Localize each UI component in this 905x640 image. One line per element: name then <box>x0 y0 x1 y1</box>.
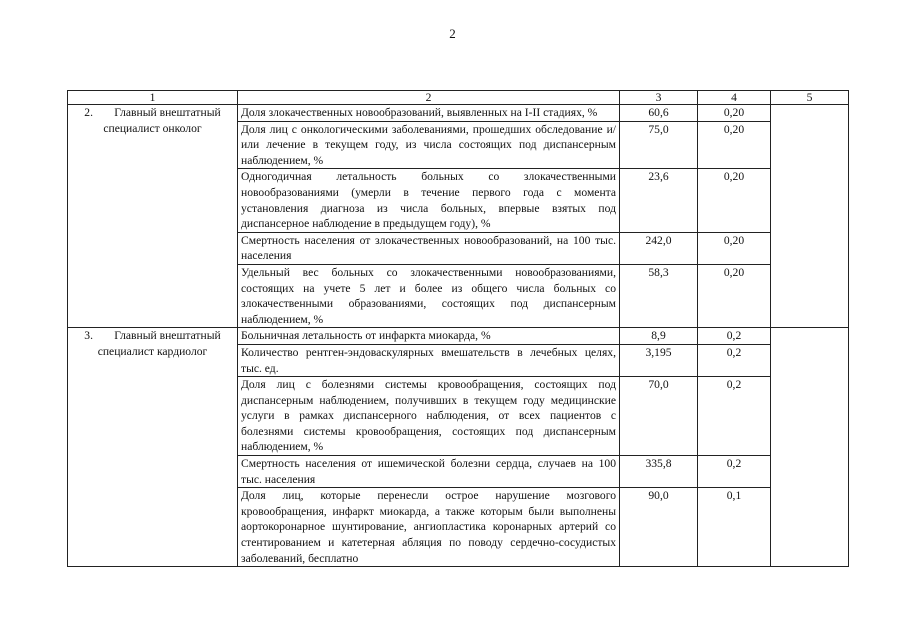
column-header: 3 <box>620 91 698 105</box>
column-5-cell <box>771 105 849 328</box>
indicator-cell: Доля злокачественных новообразований, выявленных на I-II стадиях, % <box>238 105 620 122</box>
indicator-cell: Удельный вес больных со злокачественными новообразованиями, состоящих на учете 5 лет и более из общего числа больных со злокачественными образованиями, состоящих под диспансерным наблюдением, % <box>238 264 620 327</box>
weight-cell: 0,20 <box>698 264 771 327</box>
weight-cell: 0,2 <box>698 456 771 488</box>
indicator-cell: Больничная летальность от инфаркта миокарда, % <box>238 328 620 345</box>
table-body <box>68 105 849 567</box>
column-header: 5 <box>771 91 849 105</box>
target-value-cell: 8,9 <box>620 328 698 345</box>
section-number: 3. <box>84 329 93 343</box>
weight-cell: 0,1 <box>698 488 771 567</box>
indicators-table <box>67 90 849 567</box>
table-row <box>68 105 849 122</box>
target-value-cell: 90,0 <box>620 488 698 567</box>
column-header: 4 <box>698 91 771 105</box>
target-value-cell: 70,0 <box>620 377 698 456</box>
indicator-cell: Количество рентген-эндоваскулярных вмешательств в лечебных целях, тыс. ед. <box>238 344 620 376</box>
header-row <box>68 91 849 105</box>
target-value-cell: 3,195 <box>620 344 698 376</box>
target-value-cell: 75,0 <box>620 121 698 169</box>
specialist-title: Главный внештатный специалист кардиолог <box>97 329 221 358</box>
target-value-cell: 335,8 <box>620 456 698 488</box>
page-number: 2 <box>449 26 456 41</box>
column-header: 2 <box>238 91 620 105</box>
target-value-cell: 58,3 <box>620 264 698 327</box>
target-value-cell: 242,0 <box>620 232 698 264</box>
indicator-cell: Доля лиц, которые перенесли острое нарушение мозгового кровообращения, инфаркт миокарда, а также которым были выполнены аортокоронарное шунтирование, ангиопластика коронарных артерий со стентированием и катетерная абляция по поводу сердечно-сосудистых заболеваний, бесплатно <box>238 488 620 567</box>
table-row <box>68 328 849 345</box>
indicator-cell: Доля лиц с болезнями системы кровообращения, состоящих под диспансерным наблюдением, получивших в текущем году медицинские услуги в рамках диспансерного наблюдения, от всех пациентов с болезнями системы кровообращения, состоящих под диспансерным наблюдением, % <box>238 377 620 456</box>
specialist-title: Главный внештатный специалист онколог <box>103 106 221 135</box>
column-5-cell <box>771 328 849 567</box>
indicator-cell: Одногодичная летальность больных со злокачественными новообразованиями (умерли в течение первого года с момента установления диагноза из числа больных, впервые взятых под диспансерное наблюдение в предыдущем году), % <box>238 169 620 232</box>
specialist-cell <box>68 328 238 567</box>
weight-cell: 0,2 <box>698 344 771 376</box>
specialist-cell <box>68 105 238 328</box>
indicator-cell: Смертность населения от злокачественных новообразований, на 100 тыс. населения <box>238 232 620 264</box>
target-value-cell: 23,6 <box>620 169 698 232</box>
weight-cell: 0,2 <box>698 377 771 456</box>
weight-cell: 0,20 <box>698 169 771 232</box>
section-number: 2. <box>84 106 93 119</box>
indicator-cell: Доля лиц с онкологическими заболеваниями, прошедших обследование и/или лечение в текущем году, из числа состоящих под диспансерным наблюдением, % <box>238 121 620 169</box>
column-header: 1 <box>68 91 238 105</box>
weight-cell: 0,2 <box>698 328 771 345</box>
target-value-cell: 60,6 <box>620 105 698 122</box>
weight-cell: 0,20 <box>698 232 771 264</box>
indicator-cell: Смертность населения от ишемической болезни сердца, случаев на 100 тыс. населения <box>238 456 620 488</box>
weight-cell: 0,20 <box>698 105 771 122</box>
weight-cell: 0,20 <box>698 121 771 169</box>
